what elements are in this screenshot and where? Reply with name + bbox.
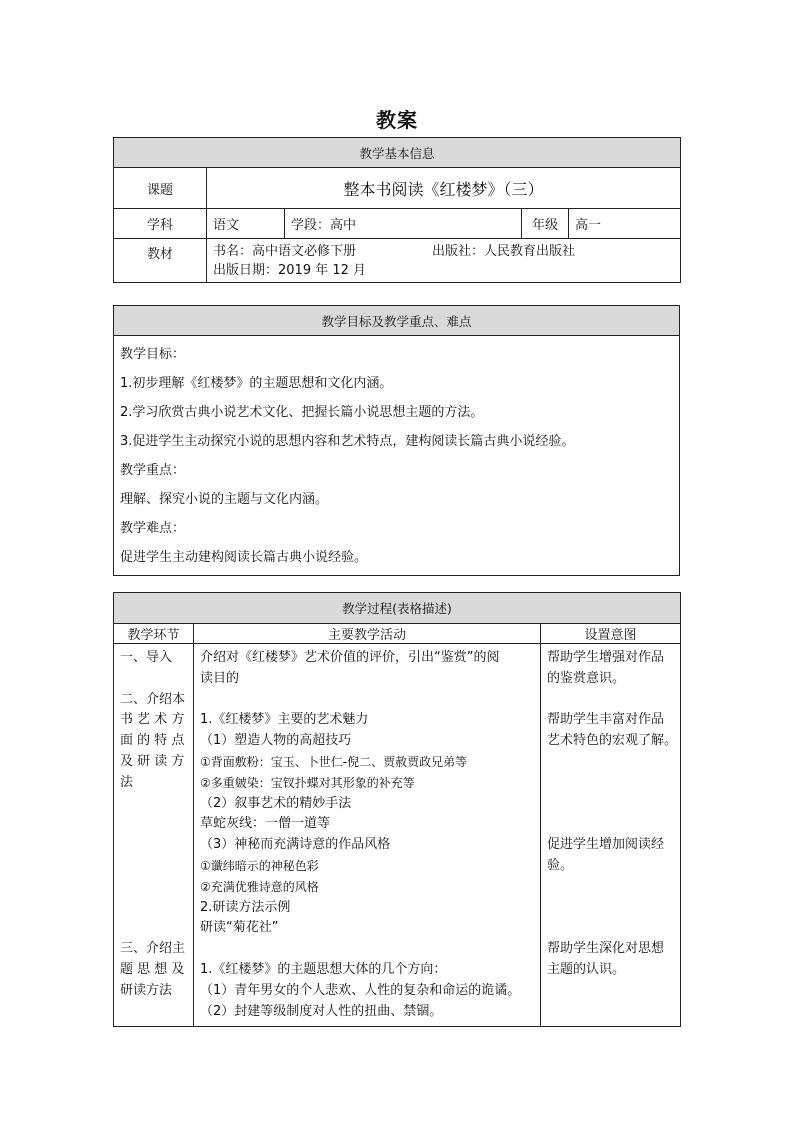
topic-value: 整本书阅读《红楼梦》（三）: [207, 168, 681, 209]
stage-line: 研读方法: [120, 982, 173, 998]
objectives-body: [114, 336, 680, 576]
stage-line: [120, 669, 189, 690]
intent-line: [547, 981, 678, 1002]
activity-line: ①背面敷粉：宝玉、卜世仁-倪二、贾赦贾政兄弟等: [200, 754, 468, 769]
activity-column: [194, 644, 541, 1027]
activity-line: 1.《红楼梦》的主题思想大体的几个方向：: [200, 961, 447, 977]
grade-value: 高一: [569, 209, 681, 239]
activity-line: 2.研读方法示例: [200, 899, 291, 915]
col-activity-header: 主要教学活动: [194, 624, 541, 644]
stage-line: 一、导入: [120, 650, 173, 665]
difficulties-heading: 教学难点：: [120, 521, 186, 536]
activity-line: （1）塑造人物的高超技巧: [200, 733, 352, 749]
objectives-header: 教学目标及教学重点、难点: [114, 306, 680, 336]
activity-line: 1.《红楼梦》主要的艺术魅力: [200, 712, 369, 728]
subject-label: 学科: [114, 209, 207, 239]
activity-line: （2）封建等级制度对人性的扭曲、禁锢。: [200, 1003, 443, 1019]
activity-line: 读目的: [200, 670, 240, 686]
intent-line: 帮助学生深化对思想: [547, 941, 665, 957]
activity-line: 草蛇灰线：一僧一道等: [200, 816, 331, 832]
intent-line: 验。: [547, 857, 574, 873]
key-points-text: 理解、探究小说的主题与文化内涵。: [120, 492, 329, 507]
activity-line: （3）神秘而充满诗意的作品风格: [200, 837, 391, 853]
intent-line: [547, 794, 678, 815]
stage-value: 学段：高中: [285, 209, 522, 239]
intent-line: [547, 690, 678, 711]
intent-line: [547, 814, 678, 835]
intent-column: [541, 644, 681, 1027]
pub-date: 出版日期：2019 年 12 月: [213, 263, 367, 278]
activity-line: [200, 939, 536, 960]
intent-line: 帮助学生丰富对作品: [547, 712, 665, 728]
process-header: 教学过程(表格描述): [114, 593, 681, 624]
grade-label: 年级: [522, 209, 569, 239]
intent-line: 艺术特色的宏观了解。: [547, 733, 678, 749]
objective-1: 1.初步理解《红楼梦》的主题思想和文化内涵。: [120, 376, 393, 391]
activity-line: [200, 690, 536, 711]
intent-line: [547, 1002, 678, 1023]
stage-line: [120, 877, 189, 898]
objective-3: 3.促进学生主动探究小说的思想内容和艺术特点，建构阅读长篇古典小说经验。: [120, 434, 575, 449]
activity-line: （1）青年男女的个人悲欢、人性的复杂和命运的诡谲。: [200, 982, 521, 998]
subject-value: 语文: [207, 209, 285, 239]
stage-line: 面 的 特 点: [120, 733, 185, 749]
stage-line: 书 艺 术 方: [120, 712, 185, 728]
intent-line: [547, 898, 678, 919]
stage-line: 法: [120, 774, 134, 790]
stage-line: [120, 918, 189, 939]
textbook-label: 教材: [114, 239, 207, 283]
stage-line: [120, 1002, 189, 1023]
stage-line: 二、介绍本: [120, 691, 186, 707]
activity-line: ②多重皴染：宝钗扑蝶对其形象的补充等: [200, 775, 415, 790]
key-points-heading: 教学重点：: [120, 463, 186, 478]
stage-line: 及 研 读 方: [120, 753, 185, 769]
stage-line: [120, 898, 189, 919]
intent-line: 主题的认识。: [547, 961, 626, 977]
stage-column: [114, 644, 194, 1027]
activity-line: （2）叙事艺术的精妙手法: [200, 795, 352, 811]
basic-info-table: [113, 137, 681, 283]
activity-line: ①谶纬暗示的神秘色彩: [200, 858, 319, 873]
intent-line: 促进学生增加阅读经: [547, 837, 665, 853]
stage-line: 题 思 想 及: [120, 961, 185, 977]
textbook-info: [207, 239, 681, 283]
process-table: [113, 592, 681, 1027]
publisher: 出版社：人民教育出版社: [432, 244, 576, 259]
intent-line: 帮助学生增强对作品: [547, 650, 665, 665]
intent-line: [547, 918, 678, 939]
topic-label: 课题: [114, 168, 207, 209]
intent-line: 的鉴赏意识。: [547, 670, 626, 686]
activity-line: 研读“菊花社”: [200, 920, 279, 936]
objectives-table: [113, 305, 680, 576]
intent-line: [547, 877, 678, 898]
document-title: 教案: [376, 108, 418, 132]
stage-line: 三、介绍主: [120, 941, 186, 957]
intent-line: [547, 752, 678, 773]
col-intent-header: 设置意图: [541, 624, 681, 644]
activity-line: 介绍对《红楼梦》艺术价值的评价，引出“鉴赏”的阅: [200, 650, 500, 665]
difficulties-text: 促进学生主动建构阅读长篇古典小说经验。: [120, 550, 368, 565]
activity-line: ②充满优雅诗意的风格: [200, 879, 319, 894]
stage-line: [120, 835, 189, 856]
col-stage-header: 教学环节: [114, 624, 194, 644]
basic-info-header: 教学基本信息: [114, 138, 681, 168]
book-name: 书名：高中语文必修下册: [213, 244, 357, 259]
stage-line: [120, 794, 189, 815]
objectives-heading: 教学目标：: [120, 347, 186, 362]
objective-2: 2.学习欣赏古典小说艺术文化、把握长篇小说思想主题的方法。: [120, 405, 484, 420]
intent-line: [547, 773, 678, 794]
stage-line: [120, 856, 189, 877]
stage-line: [120, 814, 189, 835]
